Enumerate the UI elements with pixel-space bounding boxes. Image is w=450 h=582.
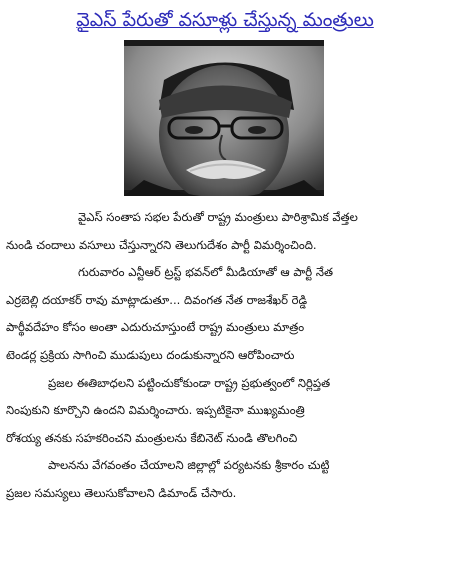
article-line: ఎర్రబెల్లి దయాకర్ రావు మాట్లాడుతూ... దివంగత నేత రాజశేఖర్ రెడ్డి — [6, 292, 308, 307]
paragraph-2 — [6, 259, 444, 369]
article-line: పార్థీవదేహం కోసం అంతా ఎదురుచూస్తుంటే రాష్ట్ర మంత్రులు మాత్రం — [6, 320, 305, 335]
paragraph-3 — [6, 370, 444, 508]
article-line: రోశయ్య తనకు సహకరించని మంత్రులను కేబినెట్ నుండి తొలగించి — [6, 430, 298, 445]
article-headline: వైఎస్ పేరుతో వసూళ్లు చేస్తున్న మంత్రులు — [76, 9, 374, 31]
article-line: నింపుకుని కూర్చొని ఉందని విమర్శించారు. ఇప్పటికైనా ముఖ్యమంత్రి — [6, 403, 305, 418]
article-line: వైఎస్ సంతాప సభల పేరుతో రాష్ట్ర మంత్రులు పారిశ్రామిక వేత్తల — [78, 210, 358, 224]
article-line: పాలనను వేగవంతం చేయాలని జిల్లాల్లో పర్యటనకు శ్రీకారం చుట్టి — [48, 458, 330, 473]
article-line: టెండర్ల ప్రక్రియ సాగించి ముడుపులు దండుకున్నారని ఆరోపించారు — [6, 347, 295, 362]
article-line: గురువారం ఎన్టీఆర్ ట్రస్ట్ భవన్‌లో మీడియాతో ఆ పార్టీ నేత — [78, 265, 333, 280]
article-photo — [124, 40, 324, 196]
article-line: ప్రజల సమస్యలు తెలుసుకోవాలని డిమాండ్ చేసారు. — [6, 485, 237, 500]
paragraph-1 — [6, 204, 444, 259]
article-line: ప్రజల ఈతిబాధలని పట్టించుకోకుండా రాష్ట్ర ప్రభుత్వంలో నిర్లిప్తత — [48, 375, 331, 390]
article-body — [6, 204, 444, 576]
portrait-image — [124, 40, 324, 196]
article-line: నుండి చందాలు వసూలు చేస్తున్నారని తెలుగుదేశం పార్టీ విమర్శించింది. — [6, 237, 317, 252]
